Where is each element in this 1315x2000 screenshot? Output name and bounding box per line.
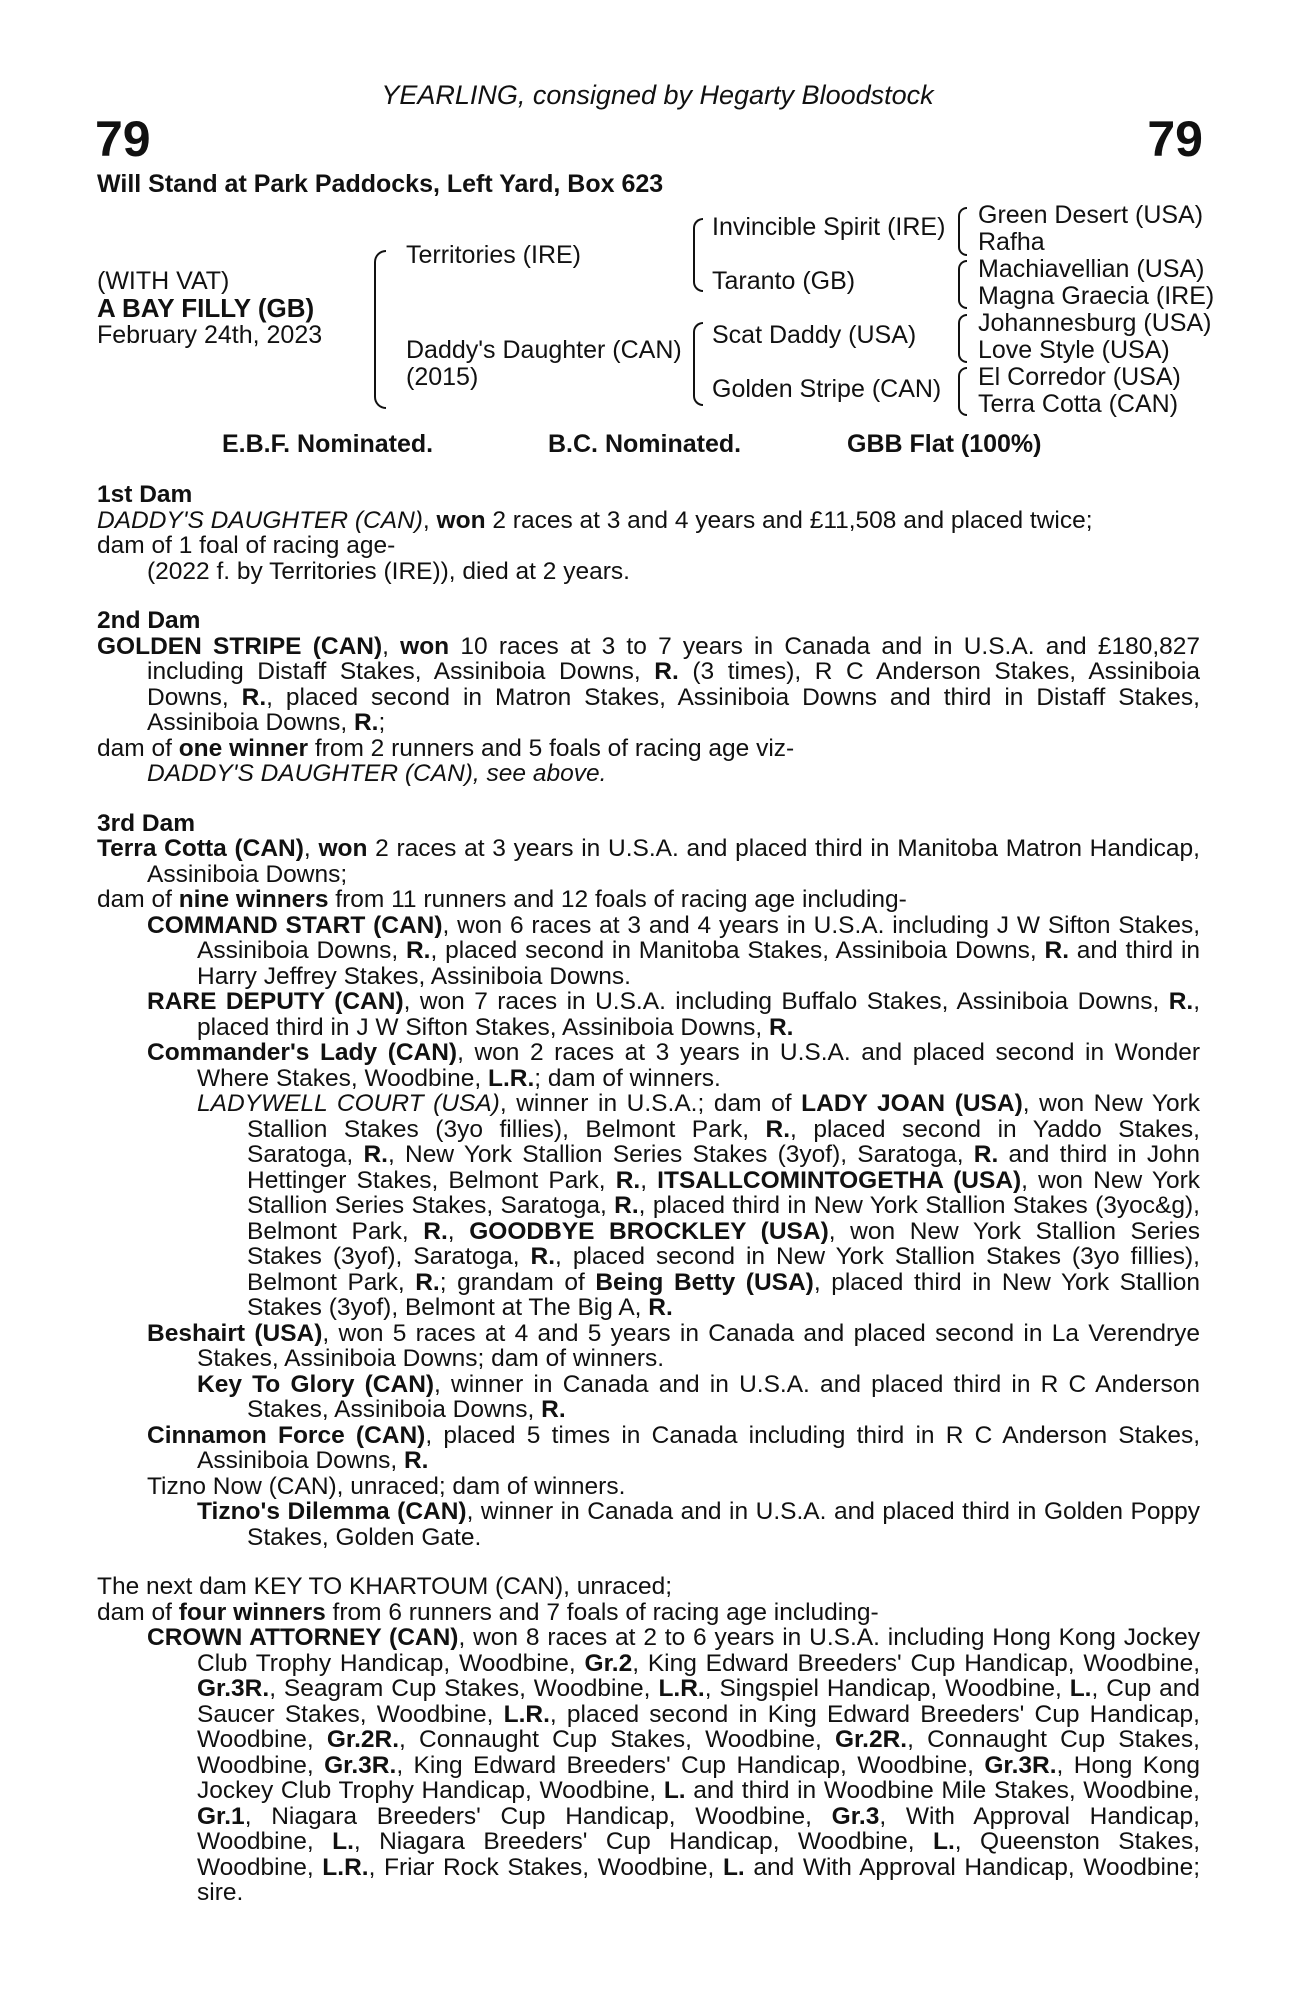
produce-key-to-glory: Key To Glory (CAN), winner in Canada and in U.S.A. and placed third in R C Anderson Stakes, Assiniboia Downs, R. — [197, 1370, 1200, 1423]
gbb-flat: GBB Flat (100%) — [847, 430, 1042, 458]
dam-name: Daddy's Daughter (CAN) — [406, 336, 682, 364]
horse-name: A BAY FILLY (GB) — [97, 293, 315, 323]
foaling-date: February 24th, 2023 — [97, 321, 323, 349]
next-dam-record: The next dam KEY TO KHARTOUM (CAN), unraced; — [97, 1573, 673, 1600]
produce-commanders-lady: Commander's Lady (CAN), won 2 races at 3 years in U.S.A. and placed second in Wonder Where Stakes, Woodbine, L.R.; dam of winners. — [147, 1039, 1200, 1092]
next-dam-produce-summary: dam of four winners from 6 runners and 7 foals of racing age including- — [97, 1598, 879, 1626]
lot-number-left: 79 — [95, 111, 151, 167]
first-dam-heading: 1st Dam — [97, 481, 193, 508]
produce-tizno-now: Tizno Now (CAN), unraced; dam of winners. — [147, 1472, 626, 1500]
second-dam-produce-summary: dam of one winner from 2 runners and 5 foals of racing age viz- — [97, 734, 795, 762]
third-dam-heading: 3rd Dam — [97, 809, 196, 837]
lot-number-right: 79 — [1147, 111, 1203, 167]
sire-dam-dam: Magna Graecia (IRE) — [978, 282, 1215, 310]
catalogue-heading: YEARLING, consigned by Hegarty Bloodstock — [381, 80, 934, 110]
dam-year: (2015) — [406, 363, 479, 391]
gen3-brace-2 — [958, 260, 967, 309]
gen3-brace-3 — [958, 314, 967, 363]
produce-tiznos-dilemma: Tizno's Dilemma (CAN), winner in Canada and in U.S.A. and placed third in Golden Poppy Stakes, Golden Gate. — [197, 1498, 1200, 1551]
dam-dam-sire: El Corredor (USA) — [978, 363, 1181, 391]
second-dam-foal: DADDY'S DAUGHTER (CAN), see above. — [147, 760, 607, 787]
dam-sire-dam: Love Style (USA) — [978, 336, 1170, 364]
sire-sire-sire: Green Desert (USA) — [978, 201, 1204, 229]
dam-sire-sire: Johannesburg (USA) — [978, 309, 1212, 337]
sire-dam: Taranto (GB) — [712, 267, 856, 295]
third-dam-produce-summary: dam of nine winners from 11 runners and 12 foals of racing age including- — [97, 886, 907, 913]
produce-command-start: COMMAND START (CAN), won 6 races at 3 and 4 years in U.S.A. including J W Sifton Stakes, Assiniboia Downs, R., placed second in Manitoba Stakes, Assiniboia Downs, R. and third in Harry Jeffrey Stakes, Assiniboia Downs. — [147, 911, 1201, 990]
dam-dam: Golden Stripe (CAN) — [712, 375, 942, 403]
gen3-brace-4 — [958, 367, 967, 416]
sire-dam-sire: Machiavellian (USA) — [978, 255, 1205, 283]
first-dam-foal: (2022 f. by Territories (IRE)), died at 2 years. — [147, 557, 630, 585]
pedigree-brace — [374, 250, 386, 409]
bc-nomination: B.C. Nominated. — [548, 430, 742, 458]
pedigree-notes — [97, 482, 1200, 1906]
stabling-location: Will Stand at Park Paddocks, Left Yard, Box 623 — [97, 170, 664, 198]
vat-label: (WITH VAT) — [97, 267, 230, 295]
third-dam-record: Terra Cotta (CAN), won 2 races at 3 years in U.S.A. and placed third in Manitoba Matron Handicap, Assiniboia Downs; — [97, 835, 1200, 888]
gen3-brace-1 — [958, 207, 967, 256]
produce-beshairt: Beshairt (USA), won 5 races at 4 and 5 years in Canada and placed second in La Verendrye Stakes, Assiniboia Downs; dam of winners. — [147, 1319, 1200, 1372]
second-dam-record: GOLDEN STRIPE (CAN), won 10 races at 3 to 7 years in Canada and in U.S.A. and £180,827 including Distaff Stakes, Assiniboia Downs, R. (3 times), R C Anderson Stakes, Assiniboia Downs, R., placed second in Matron Stakes, Assiniboia Downs and third in Distaff Stakes, Assiniboia Downs, R.; — [97, 632, 1201, 736]
sire-sire-dam: Rafha — [978, 228, 1045, 256]
second-dam-heading: 2nd Dam — [97, 607, 201, 634]
dam-brace — [693, 322, 703, 406]
first-dam-record: DADDY'S DAUGHTER (CAN), won 2 races at 3 and 4 years and £11,508 and placed twice; — [97, 506, 1093, 534]
produce-rare-deputy: RARE DEPUTY (CAN), won 7 races in U.S.A. including Buffalo Stakes, Assiniboia Downs, R., placed third in J W Sifton Stakes, Assiniboia Downs, R. — [147, 988, 1200, 1041]
sire-brace — [693, 218, 703, 292]
produce-cinnamon-force: Cinnamon Force (CAN), placed 5 times in Canada including third in R C Anderson Stakes, Assiniboia Downs, R. — [147, 1421, 1201, 1474]
produce-crown-attorney: CROWN ATTORNEY (CAN), won 8 races at 2 to 6 years in U.S.A. including Hong Kong Jockey Club Trophy Handicap, Woodbine, Gr.2, King Edward Breeders' Cup Handicap, Woodbine, Gr.3R., Seagram Cup Stakes, Woodbine, L.R., Singspiel Handicap, Woodbine, L., Cup and Saucer Stakes, Woodbine, L.R., placed second in King Edward Breeders' Cup Handicap, Woodbine, Gr.2R., Connaught Cup Stakes, Woodbine, Gr.2R., Connaught Cup Stakes, Woodbine, Gr.3R., King Edward Breeders' Cup Handicap, Woodbine, Gr.3R., Hong Kong Jockey Club Trophy Handicap, Woodbine, L. and third in Woodbine Mile Stakes, Woodbine, Gr.1, Niagara Breeders' Cup Handicap, Woodbine, Gr.3, With Approval Handicap, Woodbine, L., Niagara Breeders' Cup Handicap, Woodbine, L., Queenston Stakes, Woodbine, L.R., Friar Rock Stakes, Woodbine, L. and With Approval Handicap, Woodbine; sire. — [147, 1624, 1201, 1906]
sire-name: Territories (IRE) — [406, 241, 582, 269]
dam-sire: Scat Daddy (USA) — [712, 321, 917, 349]
first-dam-produce-summary: dam of 1 foal of racing age- — [97, 532, 396, 559]
produce-ladywell-court: LADYWELL COURT (USA), winner in U.S.A.; dam of LADY JOAN (USA), won New York Stallion Stakes (3yo fillies), Belmont Park, R., placed second in Yaddo Stakes, Saratoga, R., New York Stallion Series Stakes (3yof), Saratoga, R. and third in John Hettinger Stakes, Belmont Park, R., ITSALLCOMINTOGETHA (USA), won New York Stallion Series Stakes, Saratoga, R., placed third in New York Stallion Stakes (3yoc&g), Belmont Park, R., GOODBYE BROCKLEY (USA), won New York Stallion Series Stakes (3yof), Saratoga, R., placed second in New York Stallion Stakes (3yo fillies), Belmont Park, R.; grandam of Being Betty (USA), placed third in New York Stallion Stakes (3yof), Belmont at The Big A, R. — [197, 1090, 1201, 1321]
dam-dam-dam: Terra Cotta (CAN) — [978, 390, 1179, 418]
sire-sire: Invincible Spirit (IRE) — [712, 213, 946, 241]
ebf-nomination: E.B.F. Nominated. — [222, 430, 434, 458]
